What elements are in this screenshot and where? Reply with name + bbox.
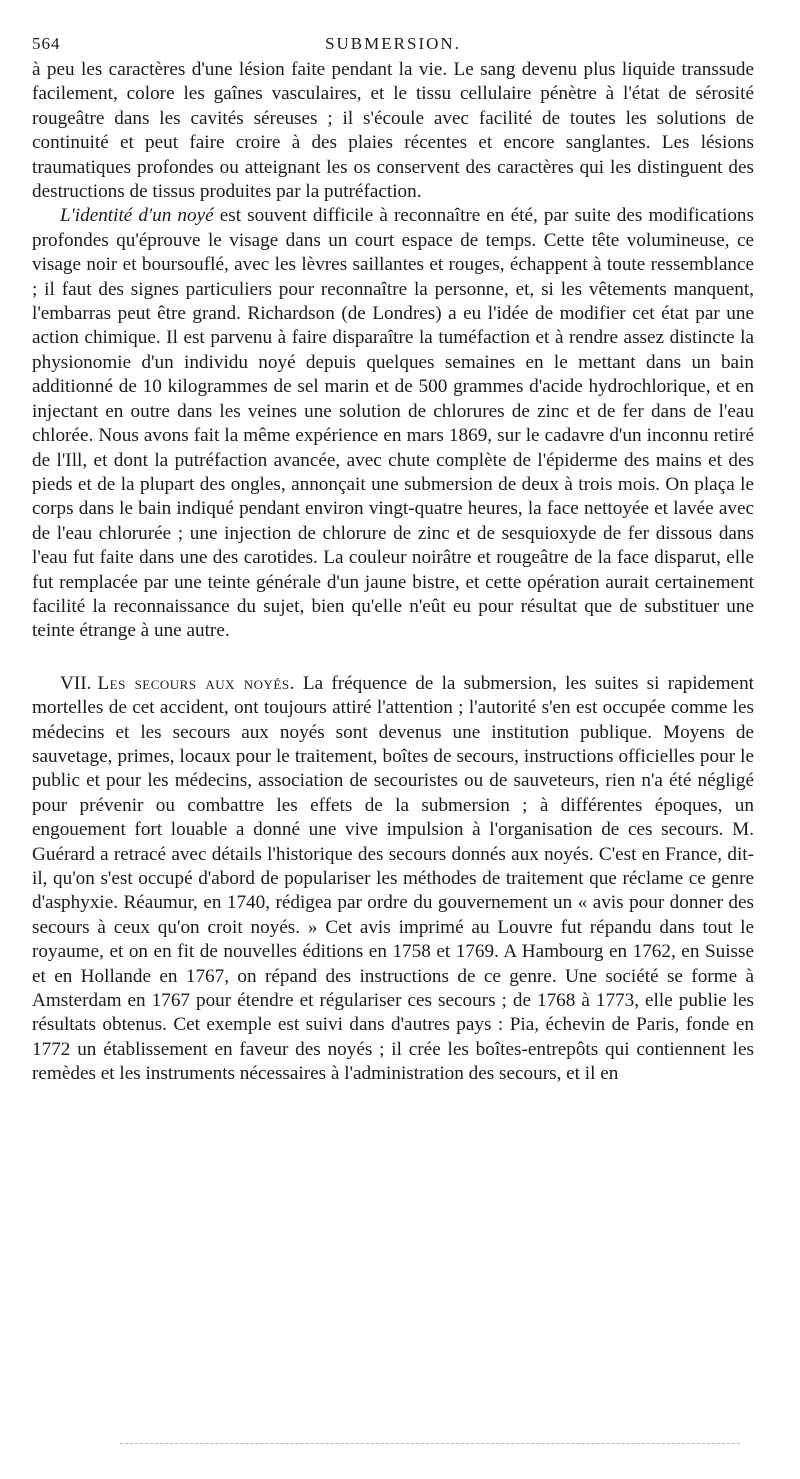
section-number: VII. xyxy=(60,672,92,694)
rescue-text: La fréquence de la submersion, les suites si rapidement mortelles de cet accident, ont toujours attiré l'attention ; l'autorité s'en est occupée comme les médecins et les secours aux noyés sont devenus une institution publique. Moyens de sauvetage, primes, locaux pour le traitement, boîtes de secours, instructions officielles pour le public et pour les médecins, association de secouristes ou de sauveteurs, rien n'a été négligé pour prévenir ou combattre les effets de la submersion ; à différentes époques, un engouement fort louable a donné une vive impulsion à l'organisation de ces secours. M. Guérard a retracé avec détails l'historique des secours donnés aux noyés. C'est en France, dit-il, qu'on s'est occupé d'abord de populariser les méthodes de traitement que réclame ce genre d'asphyxie. Réaumur, en 1740, rédigea par ordre du gouvernement un « avis pour donner des secours à ceux qu'on croit noyés. » Cet avis imprimé au Louvre fut répandu dans tout le royaume, et on en fit de nouvelles éditions en 1758 et 1769. A Hambourg en 1762, en Suisse et en Hollande en 1767, on répand des instructions de ce genre. Une société se forme à Amsterdam en 1767 pour étendre et régulariser ces secours ; de 1768 à 1773, elle publie les résultats obtenus. Cet exemple est suivi dans d'autres pays : Pia, échevin de Paris, fonde en 1772 un établissement en faveur des noyés ; il crée les boîtes-entrepôts qui contiennent les remèdes et les instruments nécessaires à l'administration des secours, et il en xyxy=(32,672,754,1085)
identity-emphasis: L'identité d'un noyé xyxy=(60,205,214,227)
running-head xyxy=(32,30,754,58)
section-heading: Les secours aux noyés. xyxy=(97,672,295,694)
page-number: 564 xyxy=(32,34,61,53)
book-page xyxy=(32,30,754,1087)
running-title: SUBMERSION. xyxy=(325,34,461,53)
paragraph-identity xyxy=(32,204,754,643)
bottom-rule xyxy=(120,1443,740,1444)
identity-text: est souvent difficile à reconnaître en été, par suite des modifications profondes qu'éprouve le visage dans un court espace de temps. Cette tête volumineuse, ce visage noir et boursouflé, avec les lèvres saillantes et rouges, échappent à toute ressemblance ; il faut des signes particuliers pour reconnaître la personne, et, si les vêtements manquent, l'embarras peut être grand. Richardson (de Londres) a eu l'idée de modifier cet état par une action chimique. Il est parvenu à faire disparaître la tuméfaction et à rendre assez distincte la physionomie d'un individu noyé depuis quelques semaines en le mettant dans un bain additionné de 10 kilogrammes de sel marin et de 500 grammes d'acide hydrochlorique, et en injectant en outre dans les veines une solution de chlorures de zinc et de fer dans de l'eau chlorée. Nous avons fait la même expérience en mars 1869, sur le cadavre d'un inconnu retiré de l'Ill, et dont la putréfaction avancée, avec chute complète de l'épiderme des mains et des pieds et de la plupart des ongles, annonçait une submersion de deux à trois mois. On plaça le corps dans le bain indiqué pendant environ vingt-quatre heures, la face nettoyée et lavée avec de l'eau chlorurée ; une injection de chlorure de zinc et de sesquioxyde de fer dissous dans l'eau fut faite dans une des carotides. La couleur noirâtre et rougeâtre de la face disparut, elle fut remplacée par une teinte générale d'un jaune bistre, et cette opération aurait certainement facilité la reconnaissance du sujet, bien qu'elle n'eût eu pour résultat que de substituer une teinte étrange à une autre. xyxy=(32,205,754,642)
paragraph-rescue xyxy=(32,672,754,1087)
paragraph-putrefaction: à peu les caractères d'une lésion faite pendant la vie. Le sang devenu plus liquide transsude facilement, colore les gaînes vasculaires, et le tissu cellulaire pénètre à l'état de sérosité rougeâtre dans les cavités séreuses ; il s'écoule avec facilité de toutes les solutions de continuité et peut faire croire à des plaies récentes et encore sanglantes. Les lésions traumatiques profondes ou atteignant les os conservent des caractères qui les distinguent des destructions de tissus produites par la putréfaction. xyxy=(32,59,754,203)
